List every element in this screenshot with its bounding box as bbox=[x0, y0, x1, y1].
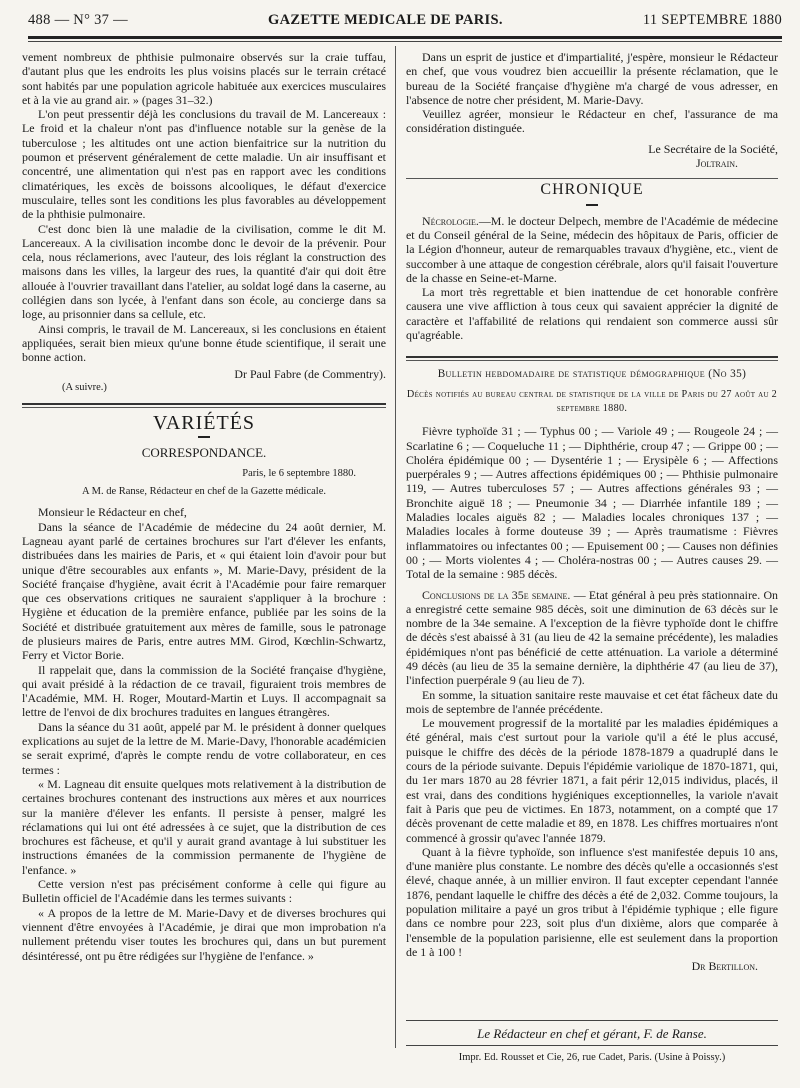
to-be-continued: (A suivre.) bbox=[62, 381, 107, 393]
paragraph: « A propos de la lettre de M. Marie-Davy et de diverses brochures qui viennent d'être envoyées à l'Académie, je dirai que mon improbation n'a nullement prétendu viser toutes les brochures qui, dans un but purement désintéressé, ont pu être rédigées sur l'hygiène de l'enfance. » bbox=[22, 905, 386, 963]
necrology-text: —M. le docteur Delpech, membre de l'Académie de médecine et du Conseil général de la Seine, médecin des hôpitaux de Paris, officier de la Légion d'honneur, auteur de remarquables travaux d'hygiène, etc., vient de succomber à une attaque de congestion cérébrale, alors qu'il faisait l'ouverture de la chasse en Seine-et-Marne. bbox=[406, 213, 778, 285]
conclusions-text: — Etat général à peu près stationnaire. On a enregistré cette semaine 985 décès, soit une diminution de 63 décès sur le nombre de la 34e semaine. A l'exception de la fièvre typhoïde dont le chiffre de décès s'est abaissé à 31 (au lieu de 42 la semaine précédente), les maladies épidémiques n'ont pas bénéficié de cette atténuation. La variole a déterminé 49 décès (au lieu de 35 la semaine dernière, la diphthérie 47 (au lieu de 37), l'infection puerpérale 9 (au lieu de 7). bbox=[406, 587, 778, 688]
letter-addressee: A M. de Ranse, Rédacteur en chef de la Gazette médicale. bbox=[81, 486, 326, 498]
necrology-label: Nécrologie. bbox=[422, 213, 479, 228]
paragraph: « M. Lagneau dit ensuite quelques mots relativement à la distribution de certaines brochures contenant des instructions aux mères et aux nourrices sur la manière d'élever les enfants. Il persiste à penser, malgré les réclamations qui lui ont été adressées à ce sujet, que la distribution de ces brochures est fâcheuse, et qu'il y aurait grand avantage à lui substituer les instructions émanées de la commission permanente de l'hygiène de l'enfance. » bbox=[22, 776, 386, 877]
bulletin-title: Bulletin hebdomadaire de statistique démographique (No 35) bbox=[437, 368, 747, 381]
paragraph: En somme, la situation sanitaire reste mauvaise et cet état fâcheux date du mois de septembre de l'année précédente. bbox=[406, 687, 778, 716]
section-rule bbox=[406, 356, 778, 358]
bulletin-subtitle: Décès notifiés au bureau central de statistique de la ville de Paris du 27 août au 2 septembre 1880. bbox=[406, 388, 778, 414]
paragraph: Cette version n'est pas précisément conforme à celle qui figure au Bulletin officiel de l'Académie dans les termes suivants : bbox=[22, 877, 386, 906]
paragraph: Veuillez agréer, monsieur le Rédacteur en chef, l'assurance de ma considération distinguée. bbox=[406, 107, 778, 136]
paragraph: Dans la séance de l'Académie de médecine du 24 août dernier, M. Lagneau ayant parlé de certaines brochures sur l'art d'élever les enfants, distribuées dans les mairies de Paris, et « qui étaient loin d'avoir pour but unique d'être secourables aux enfants », M. Marie-Davy, président de la Société française d'hygiène, avait écrit à l'Académie pour faire remarquer que ces observations critiques ne sauraient s'appliquer à la brochure : Hygiène et éducation de la première enfance, publiée par les soins de la Société et distribuée gratuitement aux mères de famille, sous le patronage de plusieurs maires de Paris, entre autres MM. Girod, Kœchlin-Schwartz, Ferry et Victor Borie. bbox=[22, 519, 386, 663]
paragraph: L'on peut pressentir déjà les conclusions du travail de M. Lancereaux : Le froid et la chaleur n'ont pas d'influence notable sur la genèse de la tuberculose ; les altitudes ont une action bienfaitrice sur la nutrition du poumon et préservent généralement de cette maladie. Un air insuffisant et concentré, une alimentation qui n'est pas en rapport avec les conditions climatériques, les excès de boissons alcooliques, le défaut d'exercice musculaire, telles sont les conditions les plus favorables au développement de la phthisie pulmonaire. bbox=[22, 107, 386, 222]
title-dash bbox=[586, 204, 598, 206]
conclusions-label: Conclusions de la 35e semaine. bbox=[422, 587, 571, 602]
author-signature: Dr Paul Fabre (de Commentry). bbox=[234, 366, 386, 381]
column-divider bbox=[395, 46, 396, 1048]
footer-rule bbox=[406, 1020, 778, 1021]
footer-rule-bottom bbox=[406, 1045, 778, 1046]
paragraph: Il rappelait que, dans la commission de la Société française d'hygiène, qui avait présidé à la rédaction de ce travail, figuraient trois membres de l'Académie, MM. H. Roger, Moutard-Martin et Luys. Il accompagnait sa lettre de l'envoi de dix brochures traduites en langues étrangères. bbox=[22, 662, 386, 720]
header-rule-thin bbox=[28, 41, 782, 42]
conclusions-paragraph bbox=[406, 588, 778, 688]
paragraph: vement nombreux de phthisie pulmonaire observés sur la craie tuffau, d'autant plus que les endroits les plus voisins placés sur le terrain crétacé sont habités par une population agricole habituée aux exercices musculaires et à la vie au grand air. » (pages 31–32.) bbox=[22, 50, 386, 107]
letter-dateline: Paris, le 6 septembre 1880. bbox=[242, 467, 356, 479]
paragraph: Dans la séance du 31 août, appelé par M. le président à donner quelques explications au sujet de la lettre de M. Marie-Davy, l'honorable académicien se serait exprimé, d'après le compte rendu de votre collaborateur, en ces termes : bbox=[22, 719, 386, 777]
author-signature: Dr Bertillon. bbox=[691, 959, 758, 974]
paragraph: Quant à la fièvre typhoïde, son influence s'est manifestée depuis 10 ans, d'une manière plus constante. Le nombre des décès qu'elle a occasionnés s'est élevé, chaque année, à un millier environ. Il faut excepter cependant l'année 1876, pendant laquelle le chiffre des décès a été de 2,032. Comme toujours, la population militaire a payé un gros tribut à l'épidémie typhique ; elle figure dans ce nombre pour 223, soit plus d'un dixième, alors que comparée à l'ensemble de la population parisienne, elle est seulement dans la proportion de 1 à 100 ! bbox=[406, 844, 778, 959]
left-column bbox=[22, 50, 386, 963]
header-rule bbox=[28, 36, 782, 39]
title-dash bbox=[198, 436, 210, 438]
page-header bbox=[28, 12, 782, 32]
paragraph: C'est donc bien là une maladie de la civilisation, comme le dit M. Lancereaux. A la civilisation incombe donc le devoir de la prévenir. Pour cela, nous réclamerions, avec l'auteur, des lois réglant la construction des maisons dans les villes, la largeur des rues, la quantité d'air qui doit être allouée à l'ouvrier travaillant dans l'atelier, au soldat logé dans la caserne, au collégien dans son lycée, à l'enfant dans son école, au concierge dans sa loge, au prisonnier dans sa cellule, etc. bbox=[22, 221, 386, 322]
subsection-title-correspondance: CORRESPONDANCE. bbox=[141, 445, 267, 461]
section-rule bbox=[406, 178, 778, 179]
section-title-varietes: VARIÉTÉS bbox=[152, 412, 256, 435]
paragraph: Dans un esprit de justice et d'impartialité, j'espère, monsieur le Rédacteur en chef, que vous voudrez bien accueillir la présente réclamation, que le bureau de la Société française d'hygiène m'a chargé de vous adresser, en l'absence de notre cher président, M. Marie-Davy. bbox=[406, 50, 778, 107]
section-title-chronique: CHRONIQUE bbox=[540, 181, 644, 199]
issue-date: 11 SEPTEMBRE 1880 bbox=[642, 12, 782, 28]
section-rule bbox=[22, 403, 386, 405]
deaths-list: Fièvre typhoïde 31 ; — Typhus 00 ; — Variole 49 ; — Rougeole 24 ; — Scarlatine 6 ; — Coqueluche 11 ; — Diphthérie, croup 47 ; — Grippe 00 ; — Choléra épidémique 00 ; — Dysentérie 1 ; — Erysipèle 6 ; — Affections puerpérales 9 ; — Autres affections épidémiques 00 ; — Phthisie pulmonaire 119, — Autres tuberculoses 57 ; — Autres affections générales 93 ; — Bronchite aiguë 18 ; — Pneumonie 34 ; — Diarrhée infantile 189 ; — Maladies locales aiguës 82 ; — Maladies locales chroniques 137 ; — Maladies locales à forme douteuse 39 ; — Après traumatisme : Fièvres inflammatoires ou infectantes 00 ; — Epuisement 00 ; — Causes non définies 00 ; — Morts violentes 4 ; — Choléra-nostras 00 ; — Autres causes 29. — Total de la semaine : 985 décès. bbox=[406, 424, 778, 582]
section-rule-thin bbox=[22, 407, 386, 408]
signature-name: Joltrain. bbox=[696, 156, 738, 171]
letter-salutation: Monsieur le Rédacteur en chef, bbox=[38, 505, 187, 520]
paragraph: Ainsi compris, le travail de M. Lancereaux, si les conclusions en étaient appliquées, serait bien mieux qu'une bonne étude scientifique, il serait une bonne action. bbox=[22, 321, 386, 365]
paragraph: La mort très regrettable et bien inattendue de cet honorable confrère causera une vive affliction à tous ceux qui savaient apprécier la dignité de caractère et l'affabilité de relations qui rendaient son commerce aussi sûr qu'agréable. bbox=[406, 285, 778, 343]
section-rule-thin bbox=[406, 360, 778, 361]
signature-title: Le Secrétaire de la Société, bbox=[648, 141, 778, 156]
page-number: 488 — N° 37 — bbox=[28, 12, 128, 28]
paragraph: Le mouvement progressif de la mortalité par les maladies épidémiques a été général, mais c'est surtout pour la variole qu'il a été le plus accusé, puisque le chiffre des décès de la période 1878-1879 a quadruplé dans le cours de la période suivante. Depuis l'épidémie variolique de 1870-1871, qui, du 1er mars 1870 au 28 février 1871, a fait périr 12,015 individus, placés, il est vrai, dans des conditions hygiéniques exceptionnelles, la variole n'avait fait à Paris que peu de victimes. En 1873, notamment, on a compté que 17 décès provenant de cette maladie et 89, en 1878. Les chiffres mortuaires n'ont commencé à grossir qu'avec l'année 1879. bbox=[406, 716, 778, 845]
right-column bbox=[406, 50, 778, 974]
printer-imprint: Impr. Ed. Rousset et Cie, 26, rue Cadet, Paris. (Usine à Poissy.) bbox=[458, 1052, 726, 1063]
editor-signature: Le Rédacteur en chef et gérant, F. de Ranse. bbox=[477, 1026, 707, 1041]
journal-title: GAZETTE MEDICALE DE PARIS. bbox=[268, 12, 503, 28]
necrology-paragraph bbox=[406, 214, 778, 285]
